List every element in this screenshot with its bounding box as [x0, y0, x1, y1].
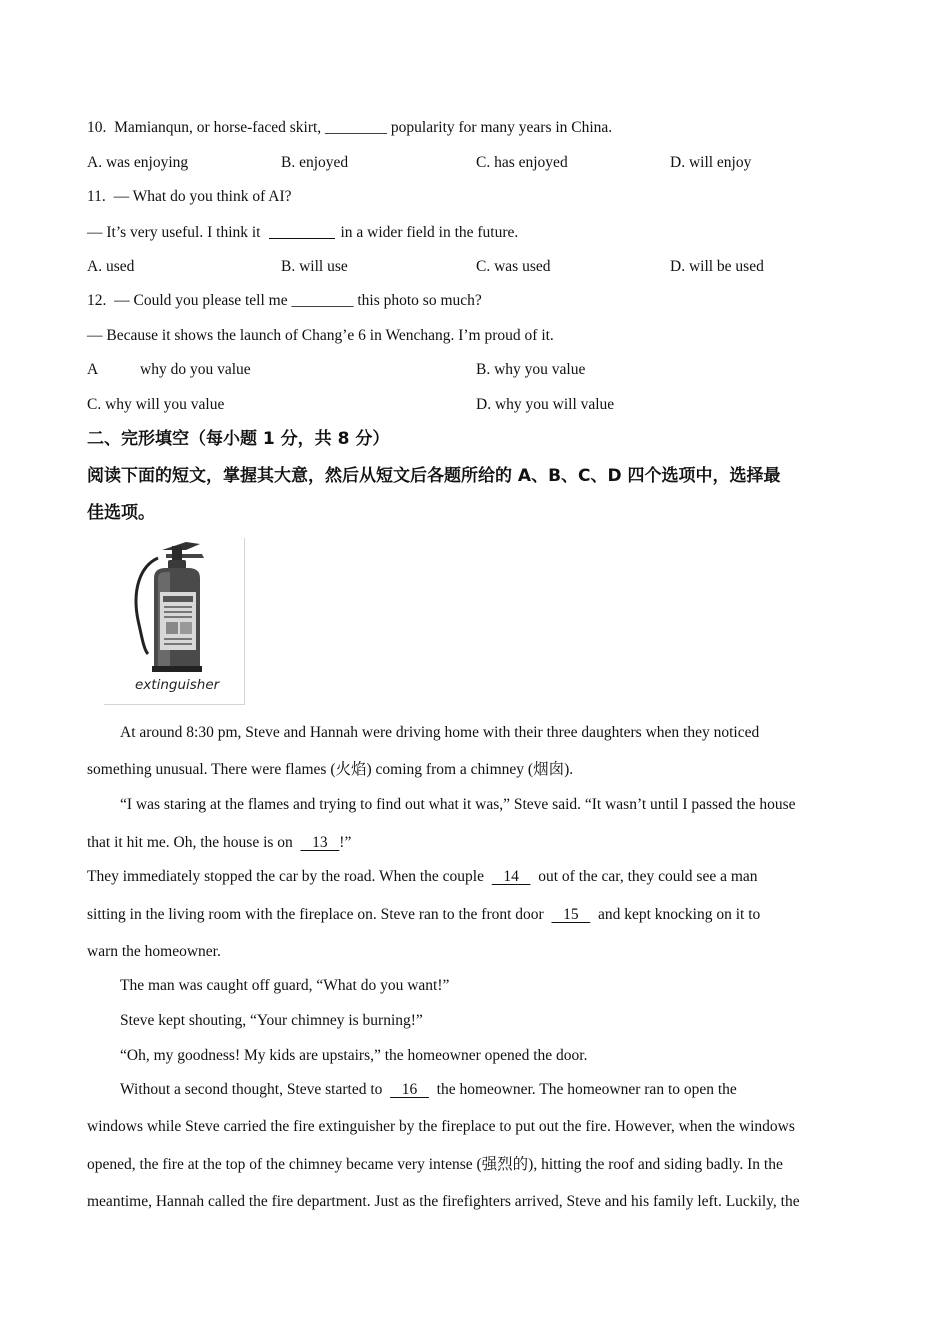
option-a: why do you value — [140, 361, 251, 378]
extinguisher-figure — [100, 538, 246, 706]
section-instruction: 阅读下面的短文，掌握其大意，然后从短文后各题所给的 A、B、C、D 四个选项中，选择最 — [87, 466, 781, 486]
option-a-letter: A — [87, 361, 99, 378]
passage-p1-line2: something unusual. There were flames (火焰) coming from a chimney (烟囱). — [87, 761, 574, 778]
question-11-reply: — It’s very useful. I think it in a wider field in the future. — [87, 224, 519, 241]
figure-caption: extinguisher — [135, 677, 220, 693]
option-d: D. why you will value — [476, 396, 615, 413]
question-number: 11. — [87, 188, 106, 205]
blank-15: 15 — [551, 906, 591, 923]
blank-13: 13 — [300, 834, 340, 851]
fire-extinguisher-icon — [100, 538, 246, 678]
section-heading: 二、完形填空（每小题 1 分，共 8 分） — [87, 429, 390, 449]
question-11-stem: 11. — What do you think of AI? — [87, 188, 292, 205]
passage-p7-line2: windows while Steve carried the fire extinguisher by the fireplace to put out the fire. However, when the windows — [87, 1118, 795, 1135]
question-12-stem: 12. — Could you please tell me ________ this photo so much? — [87, 292, 482, 309]
question-number: 12. — [87, 292, 107, 309]
question-12-reply: — Because it shows the launch of Chang’e 6 in Wenchang. I’m proud of it. — [87, 327, 554, 344]
option-a: A. was enjoying — [87, 154, 189, 171]
passage-p7-line3: opened, the fire at the top of the chimney became very intense (强烈的), hitting the roof and siding badly. In the — [87, 1156, 783, 1173]
answer-blank: ________ — [325, 119, 388, 136]
option-b: B. enjoyed — [281, 154, 349, 171]
passage-p3-line2: sitting in the living room with the fireplace on. Steve ran to the front door 15 and kept knocking on it to — [87, 906, 761, 923]
option-c: C. has enjoyed — [476, 154, 568, 171]
option-b: B. why you value — [476, 361, 586, 378]
passage-p1-line1: At around 8:30 pm, Steve and Hannah were driving home with their three daughters when they noticed — [120, 724, 760, 741]
passage-p4: The man was caught off guard, “What do you want!” — [120, 977, 450, 994]
section-instruction-cont: 佳选项。 — [87, 503, 155, 523]
blank-14: 14 — [491, 868, 531, 885]
passage-p2-line1: “I was staring at the flames and trying to find out what it was,” Steve said. “It wasn’t until I passed the house — [120, 796, 796, 813]
passage-p7-line1: Without a second thought, Steve started to 16 the homeowner. The homeowner ran to open the — [120, 1081, 737, 1098]
passage-p3-line1: They immediately stopped the car by the road. When the couple 14 out of the car, they could see a man — [87, 868, 758, 885]
question-number: 10. — [87, 119, 107, 136]
option-d: D. will enjoy — [670, 154, 752, 171]
option-c: C. why will you value — [87, 396, 225, 413]
option-d: D. will be used — [670, 258, 764, 275]
passage-p6: “Oh, my goodness! My kids are upstairs,” the homeowner opened the door. — [120, 1047, 588, 1064]
option-a: A. used — [87, 258, 135, 275]
passage-p5: Steve kept shouting, “Your chimney is burning!” — [120, 1012, 423, 1029]
answer-blank — [269, 222, 335, 239]
answer-blank: ________ — [291, 292, 354, 309]
figure-border-bottom — [104, 704, 245, 705]
passage-p7-line4: meantime, Hannah called the fire department. Just as the firefighters arrived, Steve and his family left. Luckily, the — [87, 1193, 800, 1210]
option-c: C. was used — [476, 258, 551, 275]
passage-p3-line3: warn the homeowner. — [87, 943, 221, 960]
passage-p2-line2: that it hit me. Oh, the house is on 13 !” — [87, 834, 352, 851]
question-10-stem: 10. Mamianqun, or horse-faced skirt, ________ popularity for many years in China. — [87, 119, 613, 136]
option-b: B. will use — [281, 258, 348, 275]
blank-16: 16 — [390, 1081, 429, 1098]
